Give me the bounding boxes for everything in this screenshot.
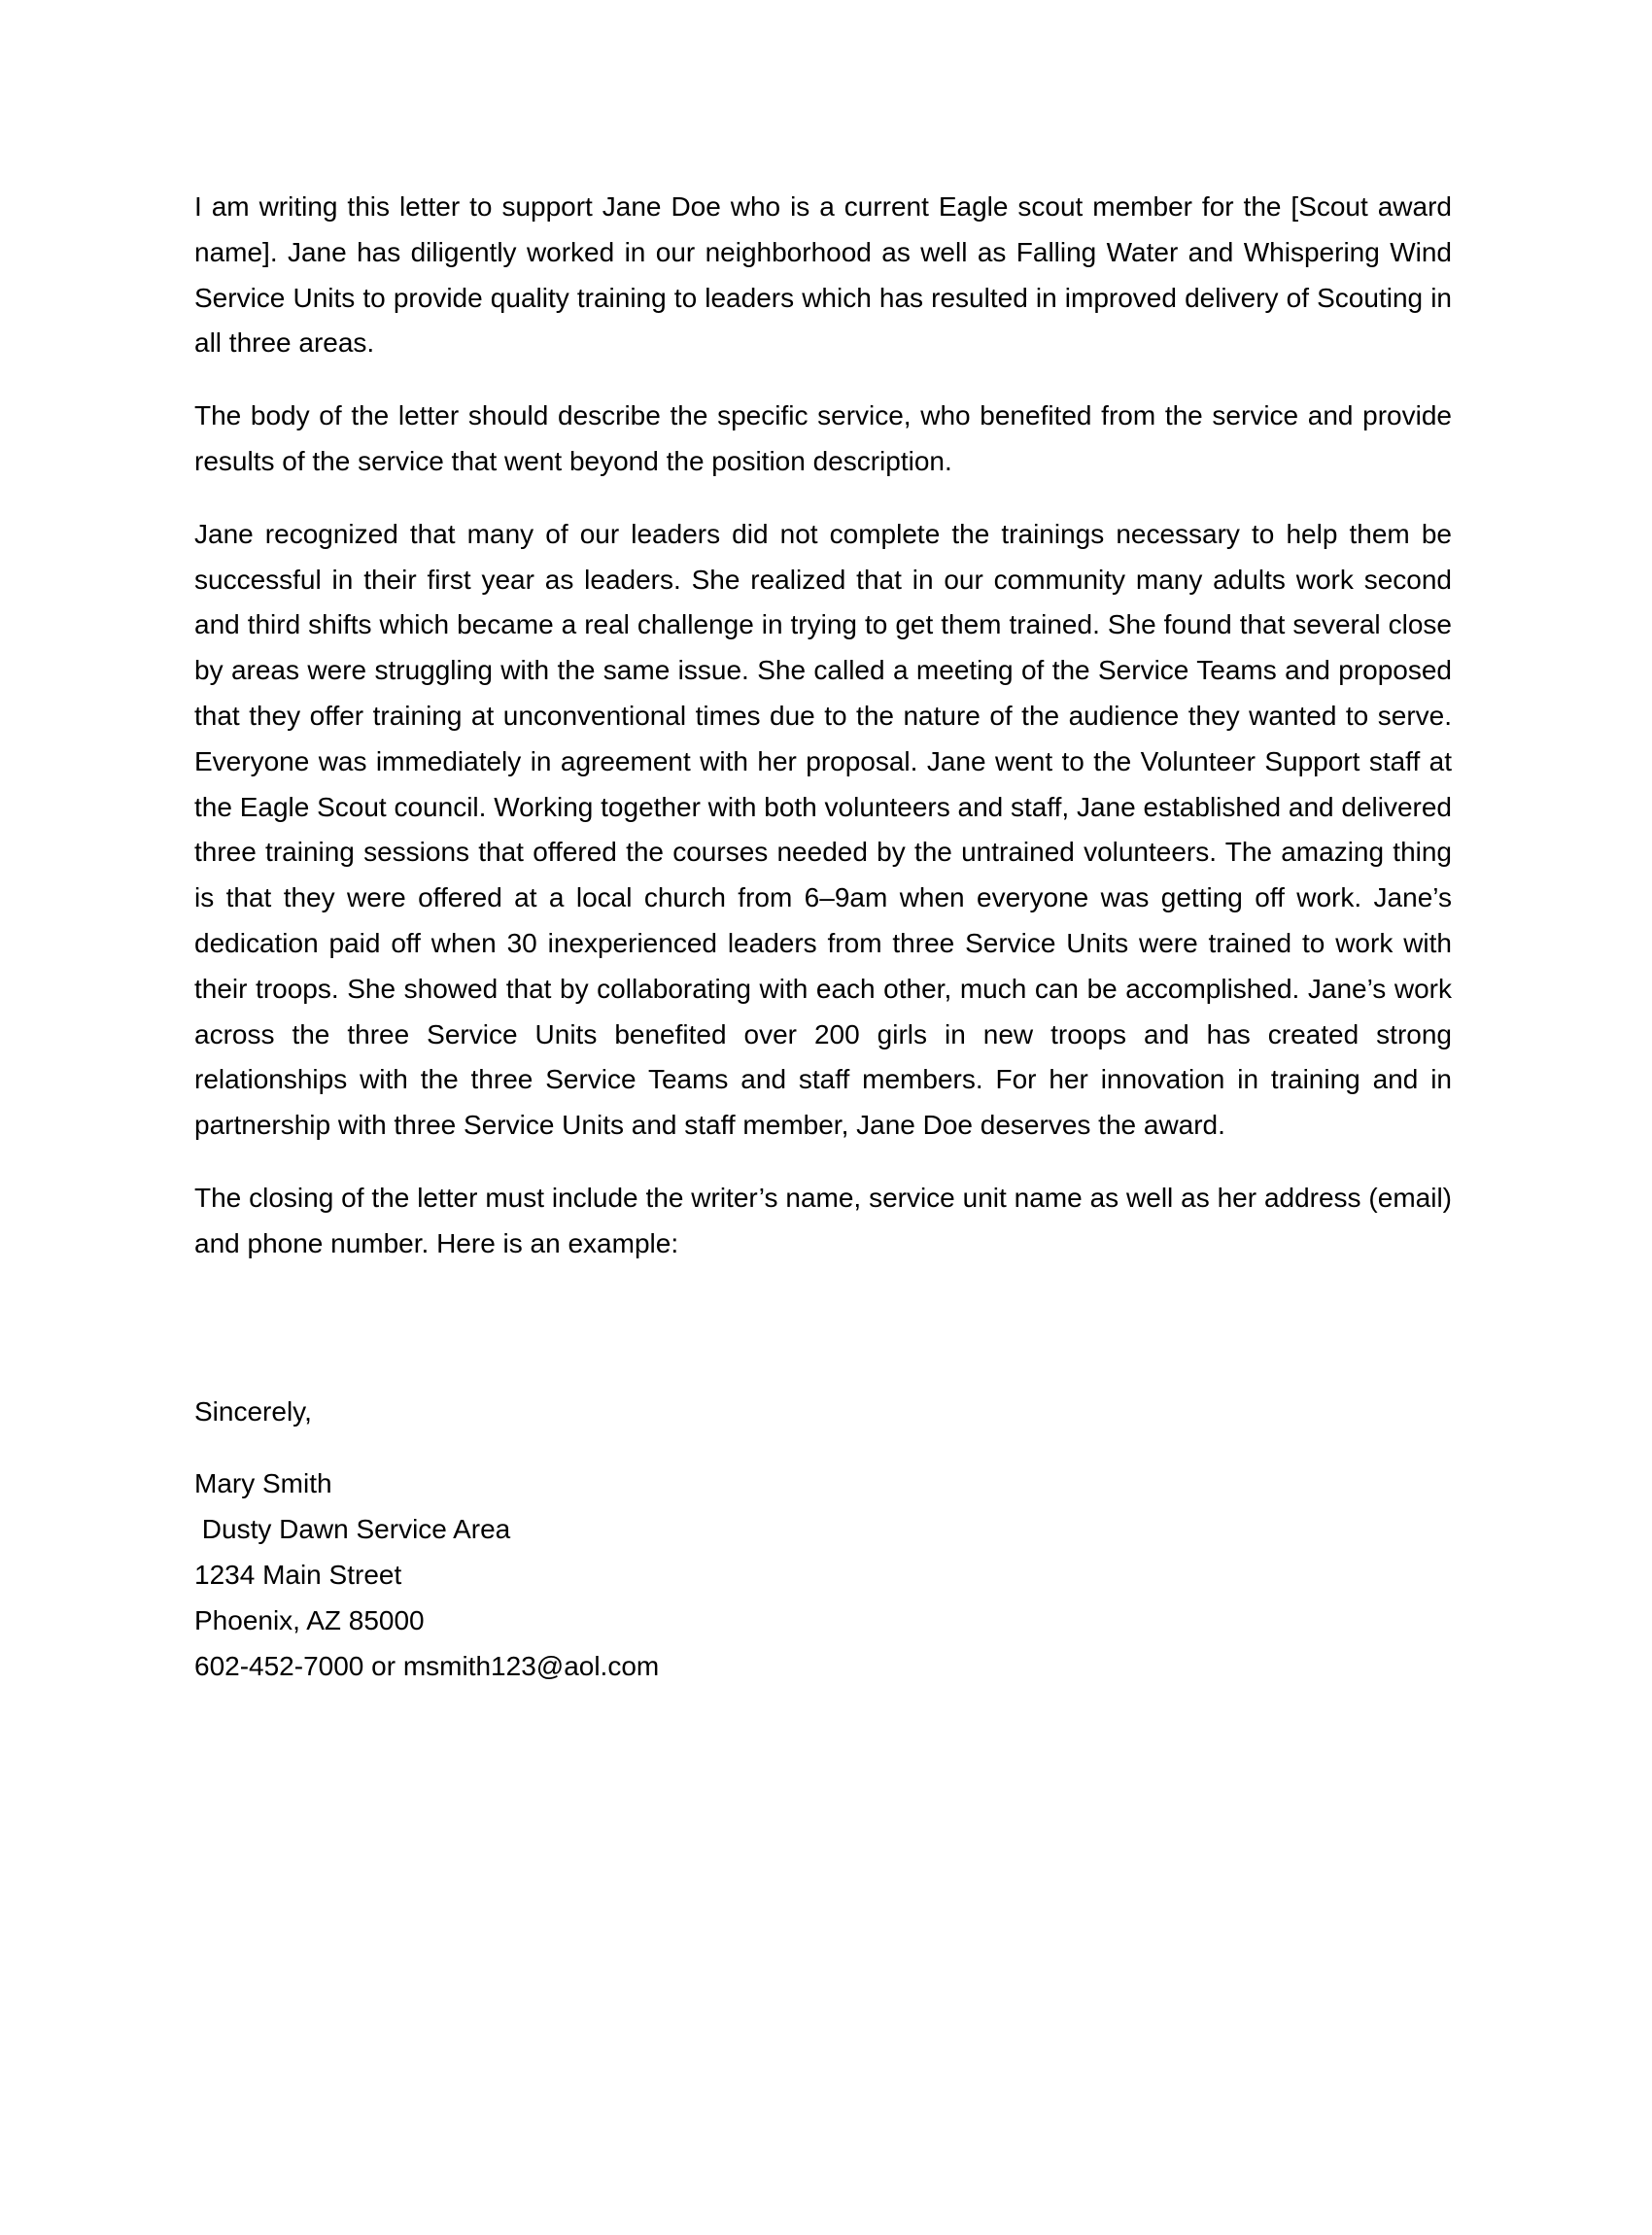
closing-instruction-paragraph: The closing of the letter must include the writer’s name, service unit name as well as her address (email) and phone number. Here is an example: (194, 1182, 1452, 1258)
signer-service-area: Dusty Dawn Service Area (194, 1514, 511, 1545)
letter-body (194, 185, 1452, 1689)
instruction-paragraph: The body of the letter should describe the specific service, who benefited from the service and provide results of the service that went beyond the position description. (194, 400, 1452, 476)
intro-paragraph: I am writing this letter to support Jane Doe who is a current Eagle scout member for the [Scout award name]. Jane has diligently worked in our neighborhood as well as Falling Water and Whispering Wind Service Units to provide quality training to leaders which has resulted in improved delivery of Scouting in all three areas. (194, 191, 1452, 359)
signer-city-state-zip: Phoenix, AZ 85000 (194, 1604, 425, 1635)
signer-name: Mary Smith (194, 1468, 332, 1499)
signer-street: 1234 Main Street (194, 1559, 402, 1590)
signer-contact: 602-452-7000 or msmith123@aol.com (194, 1650, 660, 1681)
signature-block (194, 1461, 1452, 1689)
spacer (194, 1294, 1452, 1390)
service-description-paragraph: Jane recognized that many of our leaders did not complete the trainings necessary to help them be successful in their first year as leaders. She realized that in our community many adults work second and third shifts which became a real challenge in trying to get them trained. She found that several close by areas were struggling with the same issue. She called a meeting of the Service Teams and proposed that they offer training at unconventional times due to the nature of the audience they wanted to serve. Everyone was immediately in agreement with her proposal. Jane went to the Volunteer Support staff at the Eagle Scout council. Working together with both volunteers and staff, Jane established and delivered three training sessions that offered the courses needed by the untrained volunteers. The amazing thing is that they were offered at a local church from 6–9am when everyone was getting off work. Jane’s dedication paid off when 30 inexperienced leaders from three Service Units were trained to work with their troops. She showed that by collaborating with each other, much can be accomplished. Jane’s work across the three Service Units benefited over 200 girls in new troops and has created strong relationships with the three Service Teams and staff members. For her innovation in training and in partnership with three Service Units and staff member, Jane Doe deserves the award. (194, 518, 1453, 1141)
salutation: Sincerely, (194, 1395, 312, 1427)
